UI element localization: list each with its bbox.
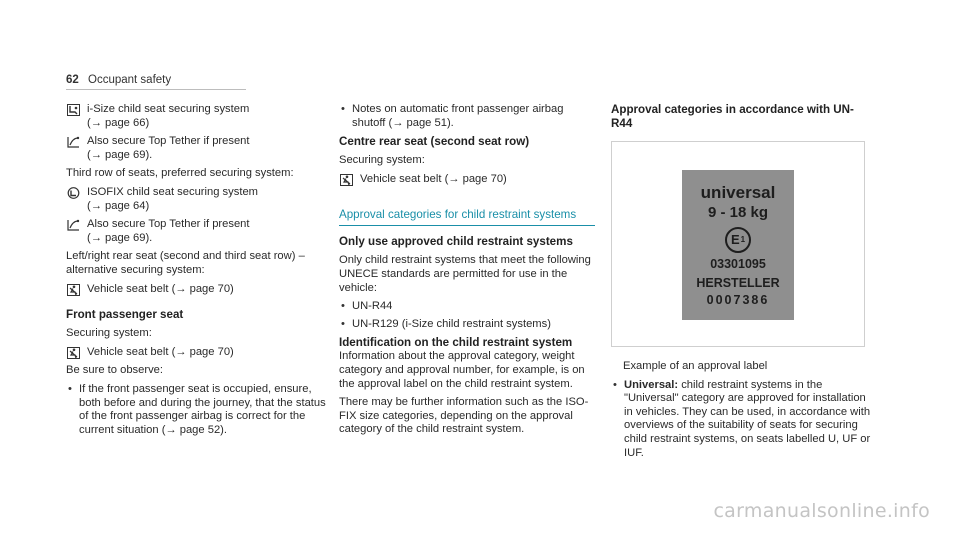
top-tether-item-2 (66, 218, 328, 245)
list-item: • If the front passenger seat is occupied, ensure, both before and during the journey, that the status of the front passenger airbag is correct for the current situation (→ page 52). (66, 383, 328, 437)
alternative-intro: Left/right rear seat (second and third seat row) – alternative securing system: (66, 250, 305, 276)
label-weight: 9 - 18 kg (707, 204, 769, 221)
seat-belt-icon (66, 284, 80, 296)
figure-caption: Example of an approval label (623, 360, 768, 372)
seat-belt-item-1 (66, 283, 328, 297)
isofix-icon (66, 187, 80, 199)
watermark: carmanualsonline.info (713, 500, 930, 523)
label-serial: 0007386 (706, 293, 770, 307)
universal-term: Universal: (624, 378, 679, 391)
isize-page-link[interactable]: (→ page 66) (87, 116, 150, 129)
top-tether-page-link-1[interactable]: (→ page 69). (87, 148, 153, 161)
page-number: 62 (66, 74, 79, 86)
top-tether-page-link-2[interactable]: (→ page 69). (87, 231, 153, 244)
column-right (611, 103, 871, 460)
airbag-note-list (339, 103, 595, 130)
isofix-text: ISOFIX child seat securing system (87, 185, 258, 198)
list-item: • UN-R129 (i-Size child restraint systems) (339, 318, 595, 332)
seat-belt-item-3 (339, 173, 595, 187)
seat-belt-icon (66, 347, 80, 359)
label-category: universal (700, 183, 776, 202)
approval-label (682, 170, 794, 320)
third-row-intro: Third row of seats, preferred securing system: (66, 167, 294, 180)
page-header (66, 74, 171, 88)
centre-securing-label: Securing system: (339, 154, 425, 167)
isofix-size-text: There may be further information such as the ISO-FIX size categories, depending on the approval category of the child restraint system. (339, 396, 589, 436)
label-approval-number: 03301095 (710, 257, 766, 271)
label-manufacturer: HERSTELLER (696, 276, 780, 290)
isize-item (66, 103, 328, 130)
seat-belt-text-1: Vehicle seat belt (→ page 70) (87, 282, 234, 295)
standards-list (339, 300, 595, 331)
section-title: Approval categories for child restraint systems (339, 208, 595, 226)
e-mark-letter: E (730, 232, 740, 248)
column-middle (339, 103, 595, 437)
observe-intro: Be sure to observe: (66, 364, 164, 377)
top-tether-item-1 (66, 135, 328, 162)
list-item (611, 379, 871, 461)
isofix-item (66, 186, 328, 213)
e-mark-number: 1 (740, 235, 746, 245)
universal-list (611, 379, 871, 461)
top-tether-text-1: Also secure Top Tether if present (87, 135, 250, 148)
e-mark-icon (725, 227, 751, 253)
approval-label-figure (611, 141, 865, 347)
isize-seat-icon (66, 104, 80, 116)
seat-belt-text-2: Vehicle seat belt (→ page 70) (87, 345, 234, 358)
section-name: Occupant safety (88, 74, 172, 86)
identification-heading: Identification on the child restraint system (339, 336, 573, 350)
seat-belt-item-2 (66, 346, 328, 360)
isofix-page-link[interactable]: (→ page 64) (87, 199, 150, 212)
list-item: • Notes on automatic front passenger airbag shutoff (→ page 51). (339, 103, 595, 130)
approved-heading: Only use approved child restraint systems (339, 235, 573, 249)
column-left (66, 103, 328, 437)
front-passenger-heading: Front passenger seat (66, 308, 184, 322)
centre-rear-heading: Centre rear seat (second seat row) (339, 135, 530, 149)
seat-belt-icon (339, 174, 353, 186)
list-item: • UN-R44 (339, 300, 595, 314)
front-securing-label: Securing system: (66, 327, 152, 340)
identification-text: Information about the approval category, weight category and approval number, for example, is on the approval label on the child restraint system. (339, 350, 585, 390)
observe-list (66, 383, 328, 437)
header-rule (66, 89, 246, 90)
un-r44-heading: Approval categories in accordance with UN-R44 (611, 103, 854, 130)
top-tether-icon (66, 136, 80, 148)
approved-text: Only child restraint systems that meet the following UNECE standards are permitted for use in the vehicle: (339, 254, 591, 294)
isize-text: i-Size child seat securing system (87, 103, 250, 115)
seat-belt-text-3: Vehicle seat belt (→ page 70) (360, 172, 507, 185)
universal-text: child restraint systems in the "Universal" category are approved for installation in vehicles. They can be used, in accordance with overviews of the suitability of seats for securing child restraint systems, on seats labelled U, UF or IUF. (624, 378, 871, 459)
top-tether-icon (66, 219, 80, 231)
top-tether-text-2: Also secure Top Tether if present (87, 218, 250, 231)
